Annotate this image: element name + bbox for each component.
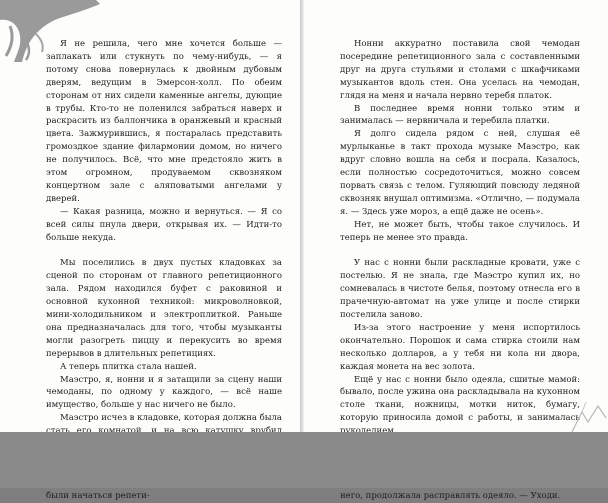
paragraph: Мы поселились в двух пустых кладовках за сценой по сторонам от главного репетиционного зала. Рядом находился буфет с раковиной и основной кухонной техникой: микроволновкой, мини-холодильником и электроплиткой. Раньше она предназначалась для того, чтобы музыканты могли разогреть пиццу и перекусить во время перерывов в длительных репетициях.: [46, 258, 282, 359]
paragraph: Нонни аккуратно поставила свой чемодан посередине репетиционного зала с составленными друг на друга стульями и столами с шкафчиками музыкантов вдоль стен. Она уселась на чемодан, глядя на меня и начала нервно теребя платок.: [340, 39, 580, 101]
paragraph: В последнее время нонни только этим и занималась — нервничала и теребила платки.: [340, 103, 580, 127]
paragraph: Маэстро исчез в кладовке, которая должна была были начаться репети-: [46, 413, 282, 501]
paragraph: Маэстро, я, нонни и я затащили за сцену наши чемоданы, по одному у каждого, — всё наше имущество, больше у нас ничего не было.: [46, 374, 282, 411]
right-page: [304, 0, 608, 501]
paragraph: А теперь плитка стала нашей.: [60, 361, 197, 372]
paragraph: Я не решила, чего мне хочется больше — заплакать или стукнуть по чему-нибудь, — я потому снова повернулась к двойным дубовым дверям, ведущим в Эмерсон-холл. По обеим сторонам от них сидели каменные ангелы, дующие в трубы. Кто-то не поленился забраться наверх и раскрасить из баллончика в оранжевый и красный цвета. Зажмурившись, я постаралась представить громоздкое здание филармонии домом, но ничего не получилось. Всё, что мне предстояло жить в этом огромном, продуваемом сквозняком концертном зале с аляповатыми ангелами у дверей.: [46, 39, 282, 204]
left-page: [0, 0, 300, 501]
paragraph: Я долго сидела рядом с ней, слушая её мурлыканье в такт прохода музыке Маэстро, как вдруг словно вошла на себя и посрала. Казалось, если полностью сосредоточиться, можно совсем порвать связь с телом. Гуляющий повсюду ледяной сквозняк внушал оптимизма. «Отлично, — подумала я. — Здесь уже мороз, а ещё даже не осень».: [340, 129, 580, 217]
paragraph: Нет, не может быть, чтобы такое случилось. И теперь не менее это правда.: [340, 219, 580, 243]
paragraph: Из-за этого настроение у меня испортилось окончательно. Порошок и сама стирка стоили нам несколько долларов, а у тебя ни кола ни двора, каждая монета на вес золота.: [340, 322, 580, 372]
bottom-shadow-band: [0, 432, 608, 488]
paragraph: Ещё у нас с нонни было одеяла, сшитые мамой: бывало, после ужина она раскладывала на кухонном столе ткани, ножницы, мотки ниток, бумагу, которую приносила домой с работы, и занималась: [340, 374, 580, 424]
paragraph: него, продолжала расправлять одеяло. — Уходи.: [340, 490, 561, 501]
paragraph: У нас с нонни были раскладные кровати, уже с постелью. Я не знала, где Маэстро купил их, но сомневалась в чистоте белья, поэтому отнесла его в прачечную-автомат на уже улице и после стирки постелила заново.: [340, 258, 580, 321]
section-break: [340, 245, 580, 258]
paragraph: — Какая разница, можно и вернуться. — Я со всей силы пнула двери, открывая их. — Идти-то больше некуда.: [46, 206, 282, 243]
section-break: [46, 245, 282, 258]
corner-sketch-ornament: [568, 398, 608, 432]
